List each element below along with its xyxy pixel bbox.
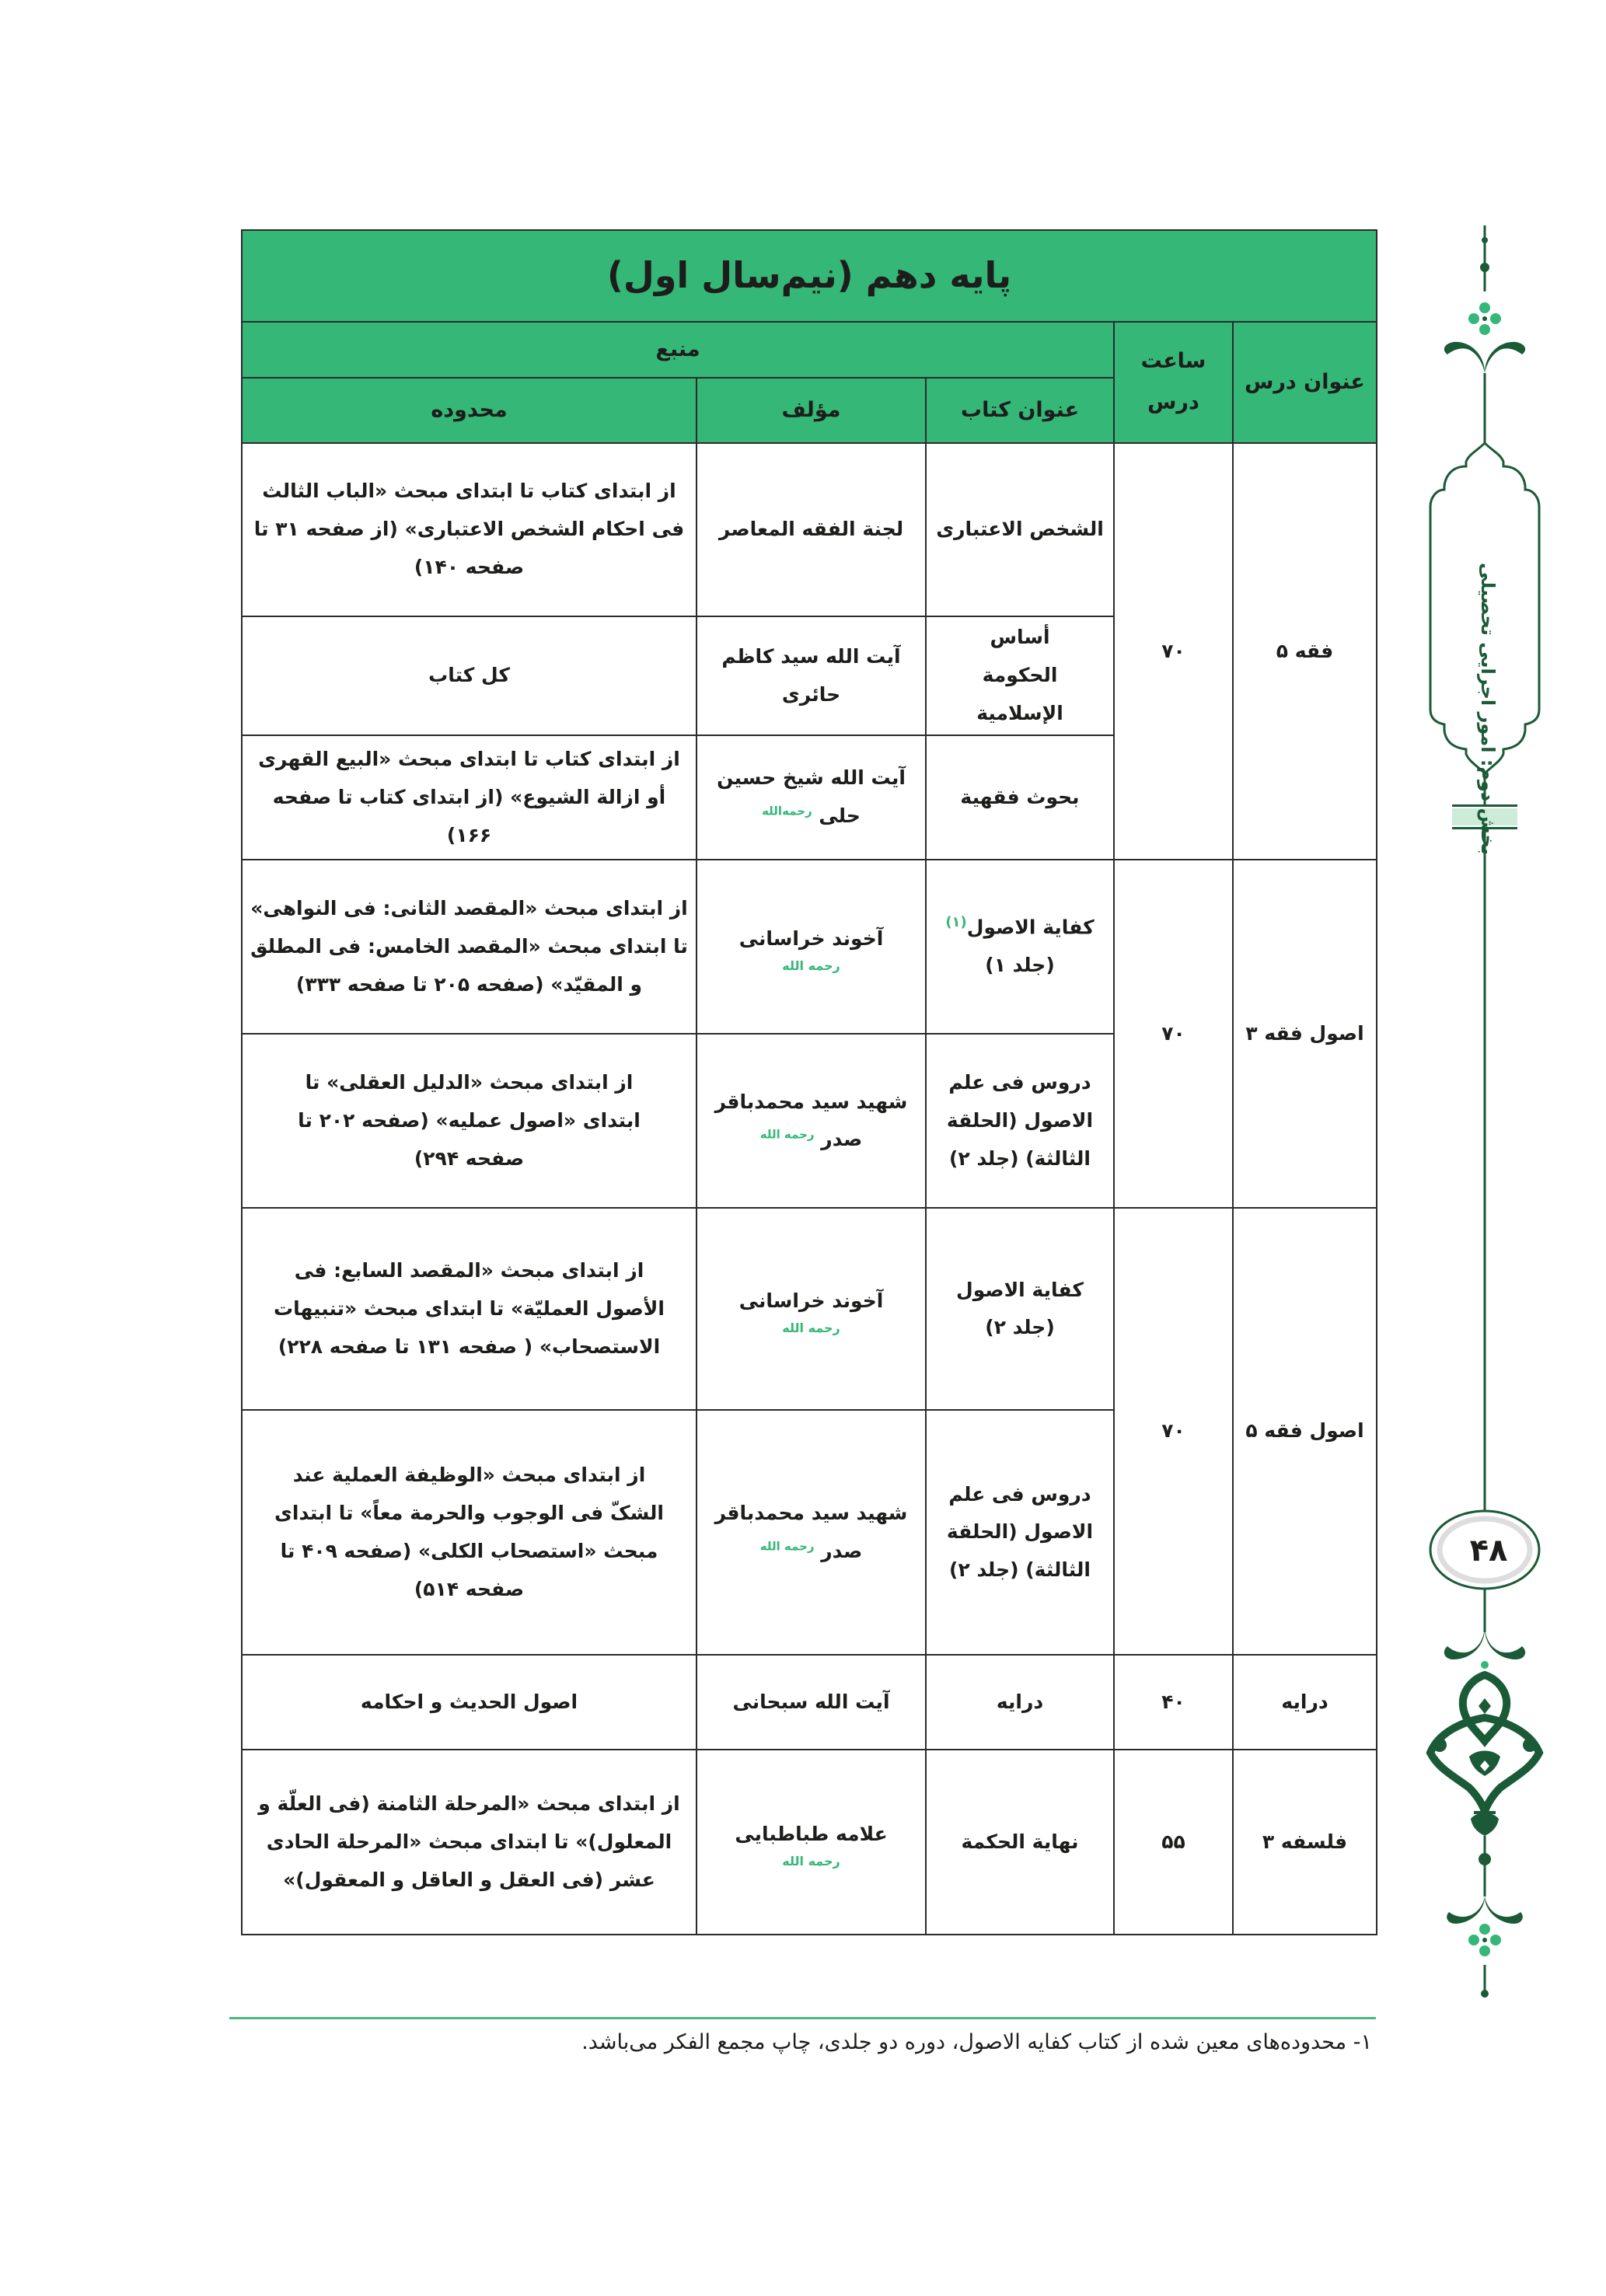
side-ornament <box>1423 218 1547 1998</box>
author-cell <box>697 1034 926 1208</box>
author-cell: آیت الله سبحانی <box>697 1655 926 1750</box>
range-cell: کل کتاب <box>242 616 697 735</box>
page-number: ۴۸ <box>1469 1533 1508 1568</box>
header-book-title: عنوان کتاب <box>926 378 1114 443</box>
ornament-bottom-icon <box>1430 1628 1539 1998</box>
header-course-title: عنوان درس <box>1233 322 1377 443</box>
course-hours-cell: ۷۰ <box>1114 1208 1233 1655</box>
curriculum-table <box>241 229 1377 1935</box>
author-name: شهید سید محمدباقر صدر <box>714 1090 908 1151</box>
section-title: بخش دوم: امور اجرایی تحصیلی <box>1477 563 1499 855</box>
course-title-cell: اصول فقه ۵ <box>1233 1208 1377 1655</box>
book-title-cell: الشخص الاعتباری <box>926 443 1114 616</box>
honorific-note: رحمه الله <box>782 1854 840 1869</box>
book-title-cell <box>926 1208 1114 1410</box>
footnote-divider <box>229 2017 1376 2019</box>
header-range: محدوده <box>242 378 697 443</box>
course-title-cell: اصول فقه ۳ <box>1233 860 1377 1208</box>
range-cell: از ابتدای مبحث «المقصد الثانی: فی النواهی» تا ابتدای مبحث «المقصد الخامس: فی المطلق و المقیّد» (صفحه ۲۰۵ تا صفحه ۳۳۳) <box>242 860 697 1034</box>
honorific-note: رحمه الله <box>759 1127 815 1142</box>
footnote-reference: (۱) <box>945 914 967 931</box>
author-name: شهید سید محمدباقر صدر <box>714 1502 908 1562</box>
author-cell <box>697 1208 926 1410</box>
honorific-note: رحمه الله <box>782 958 840 974</box>
author-cell <box>697 735 926 860</box>
honorific-note: رحمه الله <box>759 1539 815 1554</box>
range-cell: از ابتدای مبحث «المقصد السابع: فی الأصول العملیّة» تا ابتدای مبحث «تنبیهات الاستصحاب» ( صفحه ۱۳۱ تا صفحه ۲۲۸) <box>242 1208 697 1410</box>
range-cell: از ابتدای مبحث «الدلیل العقلی» تا ابتدای «اصول عملیه» (صفحه ۲۰۲ تا صفحه ۲۹۴) <box>242 1034 697 1208</box>
book-title-cell <box>926 860 1114 1034</box>
honorific-note: رحمه‌الله <box>762 804 812 818</box>
author-name: آخوند خراسانی <box>738 927 884 951</box>
range-cell: از ابتدای کتاب تا ابتدای مبحث «الباب الثالث فی احکام الشخص الاعتباری» (از صفحه ۳۱ تا صفحه ۱۴۰) <box>242 443 697 616</box>
table-title: پایه دهم (نیم‌سال اول) <box>242 230 1377 322</box>
book-name: کفایة الاصول <box>956 1278 1084 1301</box>
author-cell: لجنة الفقه المعاصر <box>697 443 926 616</box>
footnote-text: ۱- محدوده‌های معین شده از کتاب کفایه الاصول، دوره دو جلدی، چاپ مجمع الفکر می‌باشد. <box>581 2030 1372 2054</box>
book-title-cell: دروس فی علم الاصول (الحلقة الثالثة) (جلد ۲) <box>926 1410 1114 1655</box>
book-title-cell: نهایة الحکمة <box>926 1750 1114 1935</box>
author-name: آخوند خراسانی <box>738 1289 884 1313</box>
book-volume: (جلد ۲) <box>985 1316 1055 1339</box>
table-row <box>242 443 1377 616</box>
course-hours-cell: ۷۰ <box>1114 860 1233 1208</box>
table-row <box>242 1208 1377 1410</box>
table-row <box>242 860 1377 1034</box>
header-source: منبع <box>242 322 1114 378</box>
author-cell <box>697 860 926 1034</box>
header-author: مؤلف <box>697 378 926 443</box>
ornament-top-icon <box>1444 225 1525 373</box>
course-title-cell: درایه <box>1233 1655 1377 1750</box>
header-course-hours: ساعت درس <box>1114 322 1233 443</box>
author-name: آیت الله شیخ حسین حلی <box>717 766 906 828</box>
book-title-cell: درایه <box>926 1655 1114 1750</box>
range-cell: اصول الحدیث و احکامه <box>242 1655 697 1750</box>
book-title-cell: دروس فی علم الاصول (الحلقة الثالثة) (جلد ۲) <box>926 1034 1114 1208</box>
book-name: کفایة الاصول <box>966 916 1095 939</box>
book-title-cell: بحوث فقهیة <box>926 735 1114 860</box>
course-title-cell: فقه ۵ <box>1233 443 1377 860</box>
course-hours-cell: ۷۰ <box>1114 443 1233 860</box>
book-title-cell: أساس الحکومة الإسلامیة <box>926 616 1114 735</box>
table-row <box>242 1655 1377 1750</box>
range-cell: از ابتدای مبحث «الوظیفة العملیة عند الشکّ فی الوجوب والحرمة معاً» تا ابتدای مبحث «استصحاب الکلی» (صفحه ۴۰۹ تا صفحه ۵۱۴) <box>242 1410 697 1655</box>
range-cell: از ابتدای کتاب تا ابتدای مبحث «البیع القهری أو ازالة الشیوع» (از ابتدای کتاب تا صفحه ۱۶۶) <box>242 735 697 860</box>
author-cell <box>697 1410 926 1655</box>
author-cell <box>697 1750 926 1935</box>
course-hours-cell: ۴۰ <box>1114 1655 1233 1750</box>
honorific-note: رحمه الله <box>782 1321 840 1336</box>
author-cell: آیت الله سید کاظم حائری <box>697 616 926 735</box>
author-name: علامه طباطبایی <box>735 1823 888 1846</box>
range-cell: از ابتدای مبحث «المرحلة الثامنة (فی العلّة و المعلول)» تا ابتدای مبحث «المرحلة الحادی عشر (فی العقل و العاقل و المعقول)» <box>242 1750 697 1935</box>
course-title-cell: فلسفه ۳ <box>1233 1750 1377 1935</box>
book-volume: (جلد ۱) <box>985 954 1055 977</box>
course-hours-cell: ۵۵ <box>1114 1750 1233 1935</box>
table-row <box>242 1750 1377 1935</box>
